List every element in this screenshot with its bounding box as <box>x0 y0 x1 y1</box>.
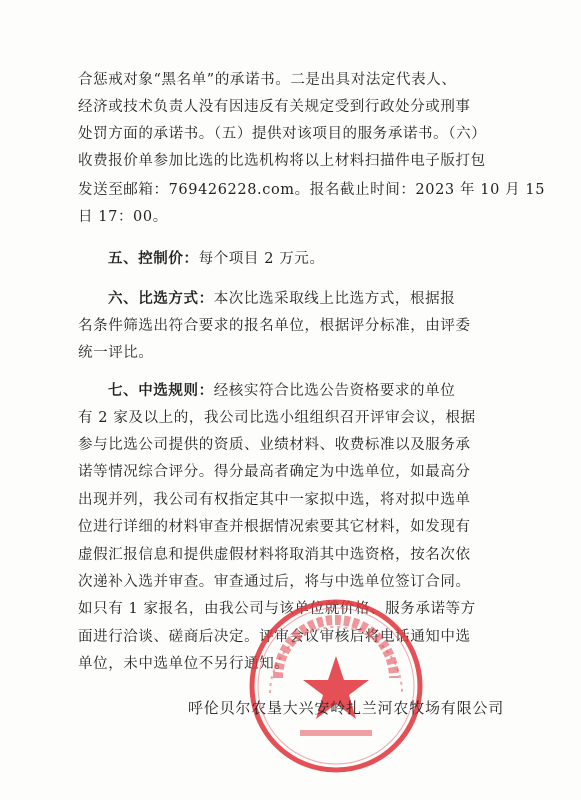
company-signature: 呼伦贝尔农垦大兴安岭扎兰河农牧场有限公司 <box>188 699 505 717</box>
section-rules <box>108 381 538 401</box>
paragraph-line: 出现并列，我公司有权指定其中一家拟中选，将对拟中选单 <box>78 492 471 508</box>
section-method <box>108 289 538 309</box>
paragraph-line: 单位，未中选单位不另行通知。 <box>78 656 290 672</box>
paragraph-line: 位进行详细的材料审查并根据情况索要其它材料，如发现有 <box>78 519 471 535</box>
paragraph-line: 面进行洽谈、磋商后决定。评审会议审核后将电话通知中选 <box>78 629 471 645</box>
paragraph-line: 次递补入选并审查。审查通过后，将与中选单位签订合同。 <box>78 574 471 590</box>
paragraph-line: 收费报价单参加比选的比选机构将以上材料扫描件电子版打包 <box>78 153 486 169</box>
section-text: 本次比选采取线上比选方式，根据报 <box>213 291 456 307</box>
section-control-price <box>108 249 538 269</box>
paragraph-line: 经济或技术负责人没有因违反有关规定受到行政处分或刑事 <box>78 99 471 115</box>
paragraph-line: 有 2 家及以上的，我公司比选小组组织召开评审会议，根据 <box>78 410 476 426</box>
section-text: 经核实符合比选公告资格要求的单位 <box>213 383 456 399</box>
paragraph-line: 如只有 1 家报名，由我公司与该单位就价格、服务承诺等方 <box>78 601 476 617</box>
section-heading: 六、比选方式： <box>108 290 214 307</box>
official-seal <box>248 598 424 774</box>
section-heading: 五、控制价： <box>108 250 199 267</box>
paragraph-line: 诺等情况综合评分。得分最高者确定为中选单位，如最高分 <box>78 464 471 480</box>
section-text: 每个项目 2 万元。 <box>198 251 325 267</box>
paragraph-line: 合惩戒对象“黑名单”的承诺书。二是出具对法定代表人、 <box>78 72 457 88</box>
paragraph-line: 参与比选公司提供的资质、业绩材料、收费标准以及服务承 <box>78 437 471 453</box>
paragraph-line: 虚假汇报信息和提供虚假材料将取消其中选资格，按名次依 <box>78 547 471 563</box>
section-heading: 七、中选规则： <box>108 382 214 399</box>
paragraph-line: 发送至邮箱：769426228.com。报名截止时间：2023 年 10 月 15 <box>78 182 546 198</box>
paragraph-line: 日 17：00。 <box>78 209 168 225</box>
paragraph-line: 名条件筛选出符合要求的报名单位，根据评分标准，由评委 <box>78 318 471 334</box>
paragraph-line: 处罚方面的承诺书。（五）提供对该项目的服务承诺书。（六） <box>78 126 487 142</box>
paragraph-line: 统一评比。 <box>78 345 154 361</box>
